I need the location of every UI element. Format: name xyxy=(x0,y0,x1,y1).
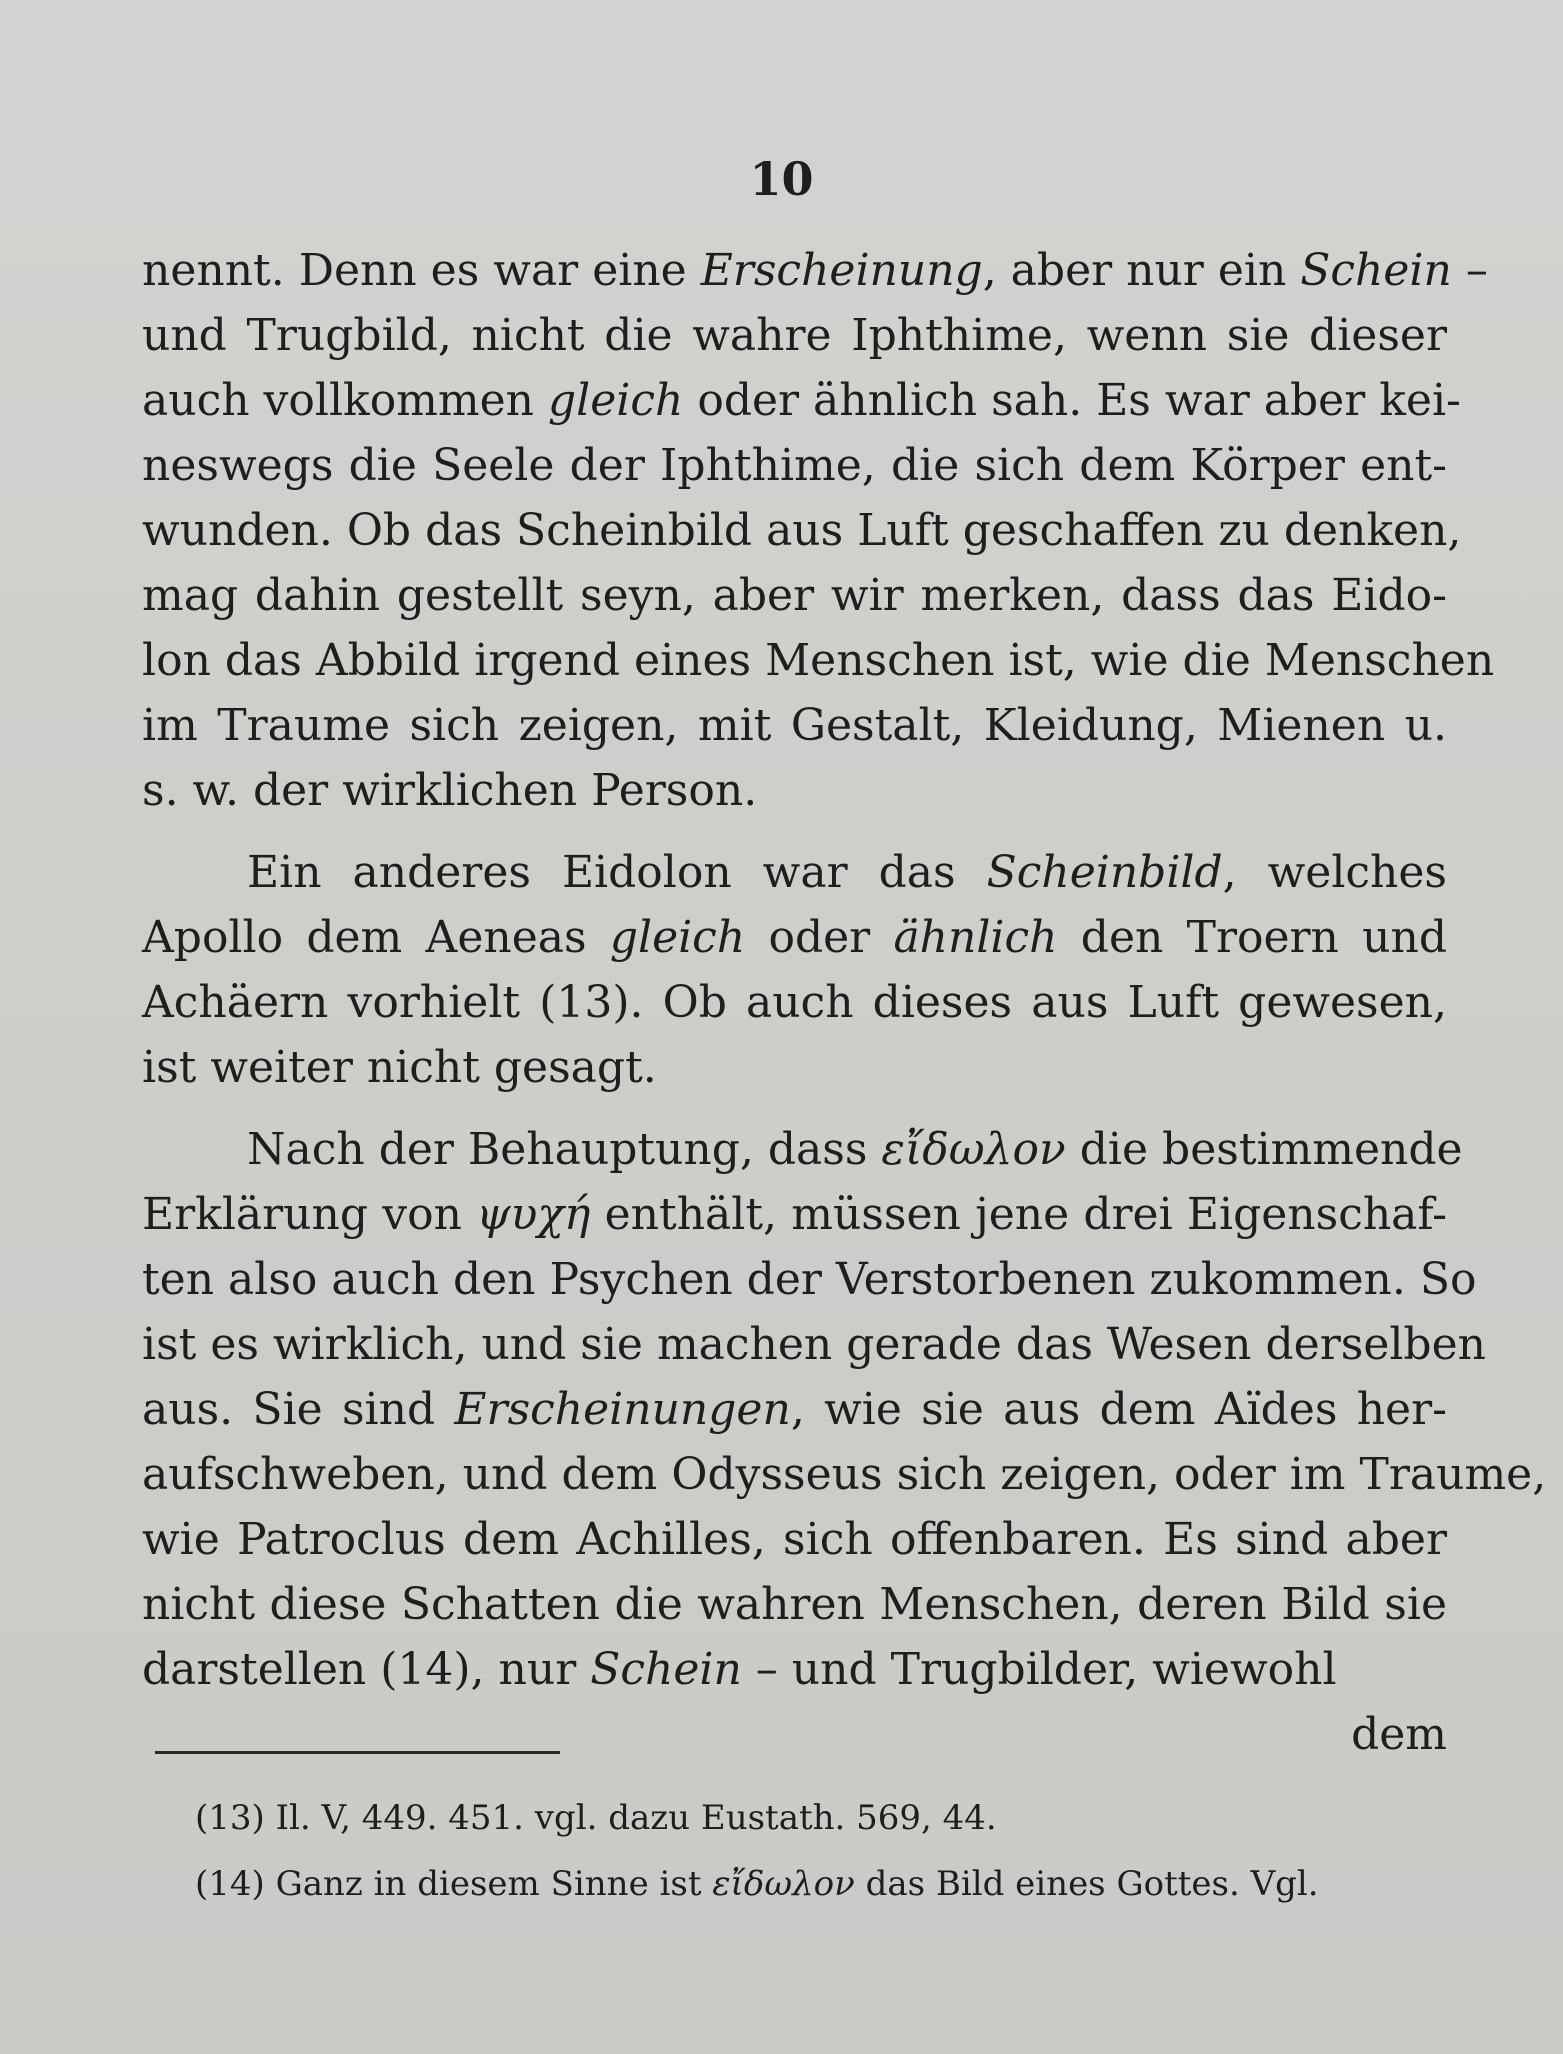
text-line xyxy=(142,368,1461,433)
text-line xyxy=(142,628,1495,693)
page-number: 10 xyxy=(749,152,814,206)
text-run: ist weiter nicht gesagt. xyxy=(142,1042,657,1093)
text-line xyxy=(142,1247,1477,1312)
text-run: Achäern vorhielt (13). Ob auch dieses aus Luft gewesen, xyxy=(142,977,1447,1028)
text-run: – und Trugbilder, wiewohl xyxy=(741,1644,1337,1695)
emphasis: ψυχή xyxy=(476,1189,591,1240)
footnotes xyxy=(195,1785,1455,1917)
text-line xyxy=(142,238,1488,303)
text-run: nennt. Denn es war eine xyxy=(142,245,701,296)
text-line xyxy=(142,1035,1447,1100)
text-run: oder xyxy=(745,912,894,963)
text-line xyxy=(142,693,1447,758)
text-line xyxy=(142,1572,1447,1637)
emphasis: ähnlich xyxy=(893,912,1058,963)
text-run: s. w. der wirklichen Person. xyxy=(142,765,758,816)
text-line xyxy=(142,563,1447,628)
text-run: nicht diese Schatten die wahren Menschen, deren Bild sie xyxy=(142,1579,1447,1630)
text-run: aus. Sie sind xyxy=(142,1384,455,1435)
emphasis: Schein xyxy=(1300,245,1452,296)
text-run: den Troern und xyxy=(1057,912,1447,963)
text-run: mag dahin gestellt seyn, aber wir merken, dass das Eido- xyxy=(142,570,1447,621)
text-run: wie Patroclus dem Achilles, sich offenbaren. Es sind aber xyxy=(142,1514,1447,1565)
footnote xyxy=(195,1785,1455,1851)
text-run: (13) Il. V, 449. 451. vgl. dazu Eustath. 569, 44. xyxy=(195,1798,997,1838)
footnote-divider xyxy=(155,1751,560,1754)
text-run: lon das Abbild irgend eines Menschen ist, wie die Menschen xyxy=(142,635,1495,686)
text-line xyxy=(142,1637,1447,1702)
text-run: , welches xyxy=(1222,847,1447,898)
text-run: ist es wirklich, und sie machen gerade das Wesen derselben xyxy=(142,1319,1486,1370)
text-run: darstellen (14), nur xyxy=(142,1644,591,1695)
emphasis: εἴδωλον xyxy=(881,1124,1066,1175)
text-line xyxy=(142,433,1447,498)
text-run: , wie sie aus dem Aïdes her- xyxy=(790,1384,1447,1435)
text-line xyxy=(142,1442,1547,1507)
emphasis: Erscheinungen xyxy=(454,1384,791,1435)
text-line xyxy=(142,1312,1486,1377)
body-text xyxy=(142,238,1547,1767)
text-run: die bestimmende xyxy=(1065,1124,1463,1175)
text-line xyxy=(142,758,1447,823)
paragraph-gap xyxy=(142,1100,1447,1117)
text-run: – xyxy=(1451,245,1488,296)
text-run: , aber nur ein xyxy=(982,245,1301,296)
text-run: und Trugbild, nicht die wahre Iphthime, wenn sie dieser xyxy=(142,310,1447,361)
emphasis: gleich xyxy=(609,912,746,963)
text-line xyxy=(142,1182,1447,1247)
text-run: (14) Ganz in diesem Sinne ist xyxy=(195,1864,713,1904)
text-run: Erklärung von xyxy=(142,1189,477,1240)
text-line xyxy=(142,1117,1463,1182)
text-run: ten also auch den Psychen der Verstorbenen zukommen. So xyxy=(142,1254,1477,1305)
text-run: enthält, müssen jene drei Eigenschaf- xyxy=(590,1189,1447,1240)
text-line xyxy=(142,905,1447,970)
text-line xyxy=(142,498,1462,563)
catchword: dem xyxy=(1351,1709,1447,1760)
paragraph-gap xyxy=(142,823,1447,840)
paragraph xyxy=(142,840,1447,1100)
text-run: auch vollkommen xyxy=(142,375,548,426)
text-run: im Traume sich zeigen, mit Gestalt, Kleidung, Mienen u. xyxy=(142,700,1447,751)
emphasis: Schein xyxy=(590,1644,742,1695)
paragraph xyxy=(142,1117,1547,1702)
text-run: neswegs die Seele der Iphthime, die sich dem Körper ent- xyxy=(142,440,1447,491)
emphasis: εἴδωλον xyxy=(712,1864,855,1904)
text-line xyxy=(142,1507,1447,1572)
text-run: Apollo dem Aeneas xyxy=(142,912,610,963)
text-run: oder ähnlich sah. Es war aber kei- xyxy=(683,375,1461,426)
text-run: das Bild eines Gottes. Vgl. xyxy=(854,1864,1319,1904)
text-line xyxy=(142,1377,1447,1442)
emphasis: gleich xyxy=(548,375,684,426)
text-run: Nach der Behauptung, dass xyxy=(247,1124,882,1175)
text-line xyxy=(142,970,1447,1035)
emphasis: Erscheinung xyxy=(700,245,983,296)
text-run: wunden. Ob das Scheinbild aus Luft geschaffen zu denken, xyxy=(142,505,1462,556)
paragraph xyxy=(142,238,1495,823)
text-line xyxy=(142,303,1447,368)
text-run: aufschweben, und dem Odysseus sich zeigen, oder im Traume, xyxy=(142,1449,1547,1500)
text-run: Ein anderes Eidolon war das xyxy=(247,847,987,898)
text-line xyxy=(142,840,1447,905)
emphasis: Scheinbild xyxy=(986,847,1223,898)
footnote xyxy=(195,1851,1455,1917)
